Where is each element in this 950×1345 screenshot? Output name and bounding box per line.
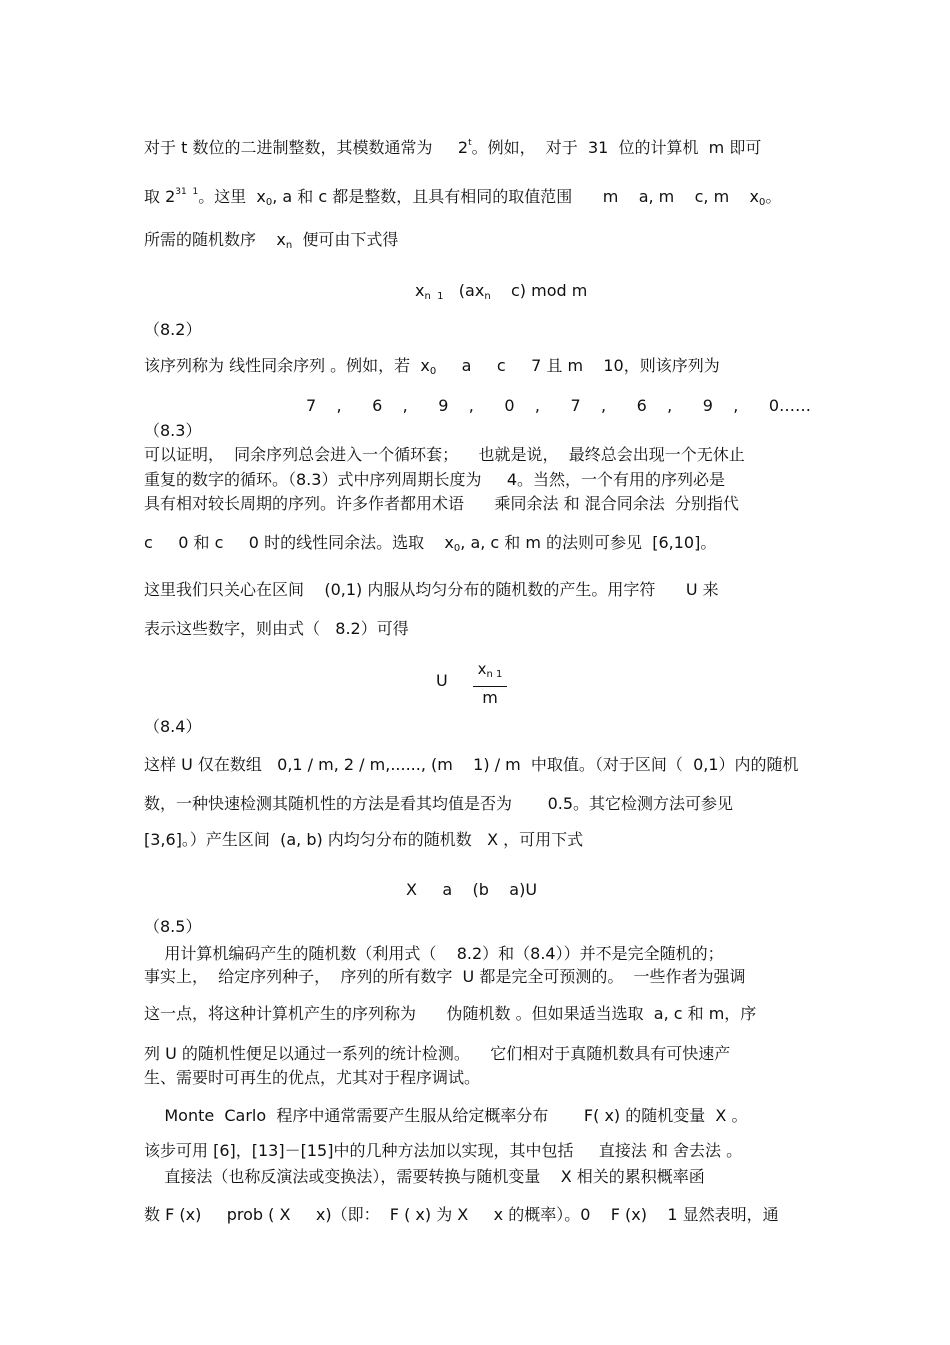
text-line: 直接法（也称反演法或变换法），需要转换与随机变量 X 相关的累积概率函 [144, 1167, 705, 1186]
text-line: 生、需要时可再生的优点，尤其对于程序调试。 [144, 1068, 481, 1087]
text-line: Monte Carlo 程序中通常需要产生服从给定概率分布 F( x) 的随机变量 X 。 [144, 1106, 748, 1125]
text-line: 对于 t 数位的二进制整数，其模数通常为 2$^t$。例如， 对于 31 位的计算机 m 即可 [144, 138, 762, 157]
text-line: 数 F (x) prob ( X x)（即： F ( x) 为 X x 的概率）。0 F (x) 1 显然表明，通 [144, 1205, 779, 1224]
sequence-8-3: 7 , 6 , 9 , 0 , 7 , 6 , 9 , 0…… [306, 396, 812, 415]
text-line: 这一点，将这种计算机产生的序列称为 伪随机数 。但如果适当选取 a, c 和 m，序 [144, 1004, 757, 1023]
text-line: c 0 和 c 0 时的线性同余法。选取 $x_0$, a, c 和 m 的法则可参见 [6,10]。 [144, 533, 717, 554]
fraction-numerator: $x_{n 1}$ [473, 660, 507, 687]
fraction-denominator: m [482, 688, 498, 707]
text-line: 数，一种快速检测其随机性的方法是看其均值是否为 0.5。其它检测方法可参见 [144, 794, 734, 813]
text-line: 该序列称为 线性同余序列 。例如，若 $x_0$ a c 7 且 m 10，则该序列为 [144, 356, 720, 377]
text-line: 取 $2^{31 1}$。这里 $x_0$, a 和 c 都是整数，且具有相同的取值范围 m a, m c, m $x_0$。 [144, 187, 782, 208]
equation-8-5: X a (b a)U [406, 880, 538, 899]
equation-number: （8.3） [144, 421, 202, 440]
equation-number: （8.4） [144, 717, 202, 736]
equation-8-4-lhs: U [436, 671, 448, 690]
text-line: 重复的数字的循环。（8.3）式中序列周期长度为 4。当然，一个有用的序列必是 [144, 470, 726, 489]
text-line: 所需的随机数序 $x_n$ 便可由下式得 [144, 230, 399, 251]
text-line: 可以证明， 同余序列总会进入一个循环套； 也就是说， 最终总会出现一个无休止 [144, 445, 745, 464]
equation-8-4-fraction [473, 660, 507, 709]
equation-8-2: $x_{n 1}$ ($ax_n$ c) mod m [415, 281, 588, 302]
text-line: 列 U 的随机性便足以通过一系列的统计检测。 它们相对于真随机数具有可快速产 [144, 1044, 731, 1063]
equation-number: （8.2） [144, 320, 202, 339]
text-line: 这样 U 仅在数组 0,1 / m, 2 / m,......, (m 1) / m 中取值。（对于区间（ 0,1）内的随机 [144, 755, 799, 774]
text-line: 这里我们只关心在区间 (0,1) 内服从均匀分布的随机数的产生。用字符 U 来 [144, 580, 719, 599]
equation-number: （8.5） [144, 917, 202, 936]
text-line: 用计算机编码产生的随机数（利用式（ 8.2）和（8.4））并不是完全随机的； [144, 944, 724, 963]
text-line: 具有相对较长周期的序列。许多作者都用术语 乘同余法 和 混合同余法 分别指代 [144, 494, 739, 513]
text-line: 事实上， 给定序列种子， 序列的所有数字 U 都是完全可预测的。 一些作者为强调 [144, 967, 746, 986]
text-line: [3,6]。）产生区间 (a, b) 内均匀分布的随机数 X ，可用下式 [144, 830, 584, 849]
text-line: 表示这些数字，则由式（ 8.2）可得 [144, 619, 409, 638]
text-line: 该步可用 [6]，[13]－[15]中的几种方法加以实现，其中包括 直接法 和 舍去法 。 [144, 1141, 743, 1160]
